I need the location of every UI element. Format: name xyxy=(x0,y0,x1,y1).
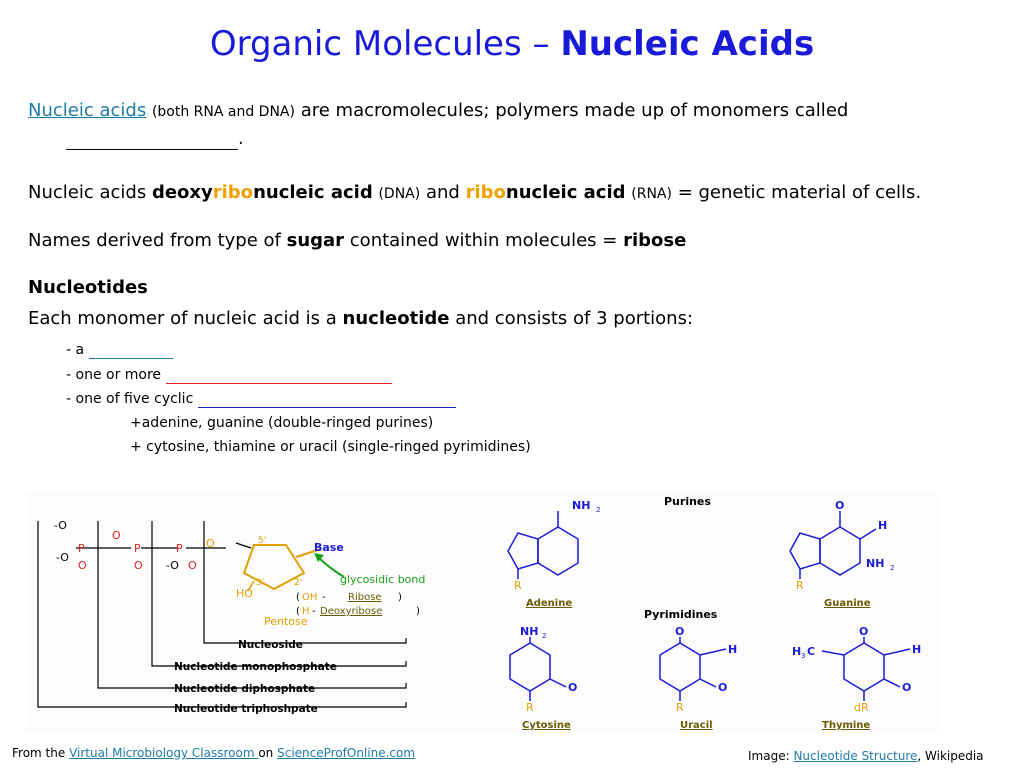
guanine-r: R xyxy=(796,579,804,592)
nucleotide-structure-link[interactable]: Nucleotide Structure xyxy=(793,749,918,763)
three-prime-label: 3' xyxy=(256,578,265,588)
uracil-h: H xyxy=(728,643,738,656)
p2-rest: = genetic material of cells. xyxy=(677,182,922,203)
footer-on: on xyxy=(258,746,274,760)
thymine-label: Thymine xyxy=(822,720,871,731)
paragraph-1-blank-line xyxy=(66,128,244,150)
uracil-o-bottom: O xyxy=(718,681,728,694)
oh-label: OH xyxy=(302,592,318,603)
guanine-structure xyxy=(790,499,894,609)
portion-label: - a xyxy=(66,342,85,358)
thymine-o-top: O xyxy=(859,625,869,638)
ribose-word: ribose xyxy=(623,230,687,251)
paragraph-1-text: are macromolecules; polymers made up of monomers called xyxy=(300,100,849,121)
fill-in-blank xyxy=(66,128,238,150)
footer-right-tail: , Wikipedia xyxy=(917,749,984,763)
period: . xyxy=(238,128,244,149)
nucleotides-heading: Nucleotides xyxy=(28,277,148,298)
paragraph-sugar xyxy=(28,230,686,251)
footer-left-lead: From the xyxy=(12,746,66,760)
portion-blank xyxy=(166,367,392,384)
cytosine-nh2-subscript: 2 xyxy=(542,632,547,640)
adenine-r: R xyxy=(514,579,522,592)
purines-header: Purines xyxy=(664,495,711,508)
p4-lead: Each monomer of nucleic acid is a xyxy=(28,308,337,329)
h-label: H xyxy=(302,606,310,617)
nucleic-acids-link[interactable]: Nucleic acids xyxy=(28,100,147,121)
footer-source xyxy=(12,746,415,760)
p2-lead: Nucleic acids xyxy=(28,182,147,203)
svg-text:): ) xyxy=(416,606,420,617)
scienceprofonline-link[interactable]: ScienceProfOnline.com xyxy=(277,746,416,760)
nucleotide-structure-figure xyxy=(26,493,940,733)
ribo-highlight-2: ribo xyxy=(465,182,506,203)
svg-text:-: - xyxy=(322,592,326,603)
guanine-nh2: NH xyxy=(866,557,885,570)
ribo-highlight-1: ribo xyxy=(212,182,254,203)
paragraph-nucleic-acids xyxy=(28,100,848,121)
thymine-h: H xyxy=(912,643,922,656)
rna-abbrev: (RNA) xyxy=(631,186,672,202)
pyrimidines-note: + cytosine, thiamine or uracil (single-ringed pyrimidines) xyxy=(130,439,531,455)
ntp-label: Nucleotide triphoshpate xyxy=(174,703,318,715)
nucleotide-structure-svg xyxy=(26,493,940,733)
svg-text:(: ( xyxy=(296,606,300,617)
nucleic-acid-2: nucleic acid xyxy=(505,182,626,203)
phosphate-o-1: O xyxy=(78,559,87,572)
cytosine-r: R xyxy=(526,701,534,714)
p4-rest: and consists of 3 portions: xyxy=(455,308,694,329)
phosphate-neg-o-3: -O xyxy=(166,559,179,572)
portion-blank xyxy=(89,342,173,359)
two-prime-label: 2' xyxy=(294,578,303,588)
cytosine-o: O xyxy=(568,681,578,694)
phosphate-o-5: O xyxy=(206,537,215,550)
ribose-label: Ribose xyxy=(348,592,382,603)
footer-right-lead: Image: xyxy=(748,749,790,763)
title-part-1: Organic Molecules – xyxy=(209,24,561,64)
and-word: and xyxy=(425,182,460,203)
rna-dna-note: (both RNA and DNA) xyxy=(151,104,295,120)
portion-label: - one or more xyxy=(66,367,162,383)
svg-text:(: ( xyxy=(296,592,300,603)
phosphate-p-2: P xyxy=(134,542,141,555)
portion-blank xyxy=(198,391,456,408)
ndp-label: Nucleotide diphosphate xyxy=(174,683,316,695)
portion-item xyxy=(66,367,392,384)
title-part-2: Nucleic Acids xyxy=(560,24,815,64)
guanine-o: O xyxy=(835,499,845,512)
paragraph-genetic-material xyxy=(28,182,921,203)
p3-mid: contained within molecules = xyxy=(349,230,618,251)
thymine-h3c: H xyxy=(792,645,802,658)
glycosidic-bond-label: glycosidic bond xyxy=(340,573,426,586)
adenine-nh2: NH xyxy=(572,499,591,512)
uracil-r: R xyxy=(676,701,684,714)
svg-text:C: C xyxy=(807,645,816,658)
thymine-structure xyxy=(792,625,921,731)
portion-item xyxy=(66,342,173,359)
phosphate-neg-o-2: -O xyxy=(56,551,69,564)
phosphate-o-4: O xyxy=(188,559,197,572)
p3-lead: Names derived from type of xyxy=(28,230,281,251)
phosphate-p-1: P xyxy=(78,542,85,555)
adenine-label: Adenine xyxy=(526,598,573,609)
nucleoside-label: Nucleoside xyxy=(238,639,303,651)
guanine-label: Guanine xyxy=(824,598,871,609)
thymine-o-bottom: O xyxy=(902,681,912,694)
cytosine-structure xyxy=(510,625,577,731)
guanine-h: H xyxy=(878,519,888,532)
phosphate-o-2: O xyxy=(112,529,121,542)
phosphate-o-3: O xyxy=(134,559,143,572)
guanine-nh2-subscript: 2 xyxy=(890,564,895,572)
base-label: Base xyxy=(314,541,344,554)
purines-note: +adenine, guanine (double-ringed purines) xyxy=(130,415,434,431)
paragraph-nucleotide xyxy=(28,308,693,329)
nucleic-acid-1: nucleic acid xyxy=(253,182,373,203)
uracil-structure xyxy=(660,625,737,731)
svg-text:): ) xyxy=(398,592,402,603)
sugar-word: sugar xyxy=(286,230,345,251)
thymine-h3c-subscript: 3 xyxy=(801,652,806,660)
portion-item xyxy=(66,391,456,408)
virtual-microbiology-link[interactable]: Virtual Microbiology Classroom xyxy=(69,746,259,760)
thymine-dr: dR xyxy=(854,701,869,714)
pyrimidines-header: Pyrimidines xyxy=(644,608,718,621)
adenine-nh2-subscript: 2 xyxy=(596,506,601,514)
adenine-structure xyxy=(508,499,600,609)
phosphate-p-3: P xyxy=(176,542,183,555)
dna-abbrev: (DNA) xyxy=(378,186,421,202)
cytosine-nh2: NH xyxy=(520,625,539,638)
nmp-label: Nucleotide monophosphate xyxy=(174,661,337,673)
cytosine-label: Cytosine xyxy=(522,720,571,731)
phosphate-neg-o: -O xyxy=(54,519,67,532)
portion-label: - one of five cyclic xyxy=(66,391,194,407)
pentose-label: Pentose xyxy=(264,615,308,628)
svg-text:-: - xyxy=(312,606,316,617)
uracil-o-top: O xyxy=(675,625,685,638)
footer-image-credit xyxy=(748,749,984,763)
five-prime-label: 5' xyxy=(258,536,267,546)
nucleotide-word: nucleotide xyxy=(342,308,450,329)
ho-label: HO xyxy=(236,587,253,600)
page-title xyxy=(0,24,1024,64)
uracil-label: Uracil xyxy=(680,720,713,731)
deoxy-prefix: deoxy xyxy=(151,182,213,203)
deoxyribose-label: Deoxyribose xyxy=(320,606,383,617)
